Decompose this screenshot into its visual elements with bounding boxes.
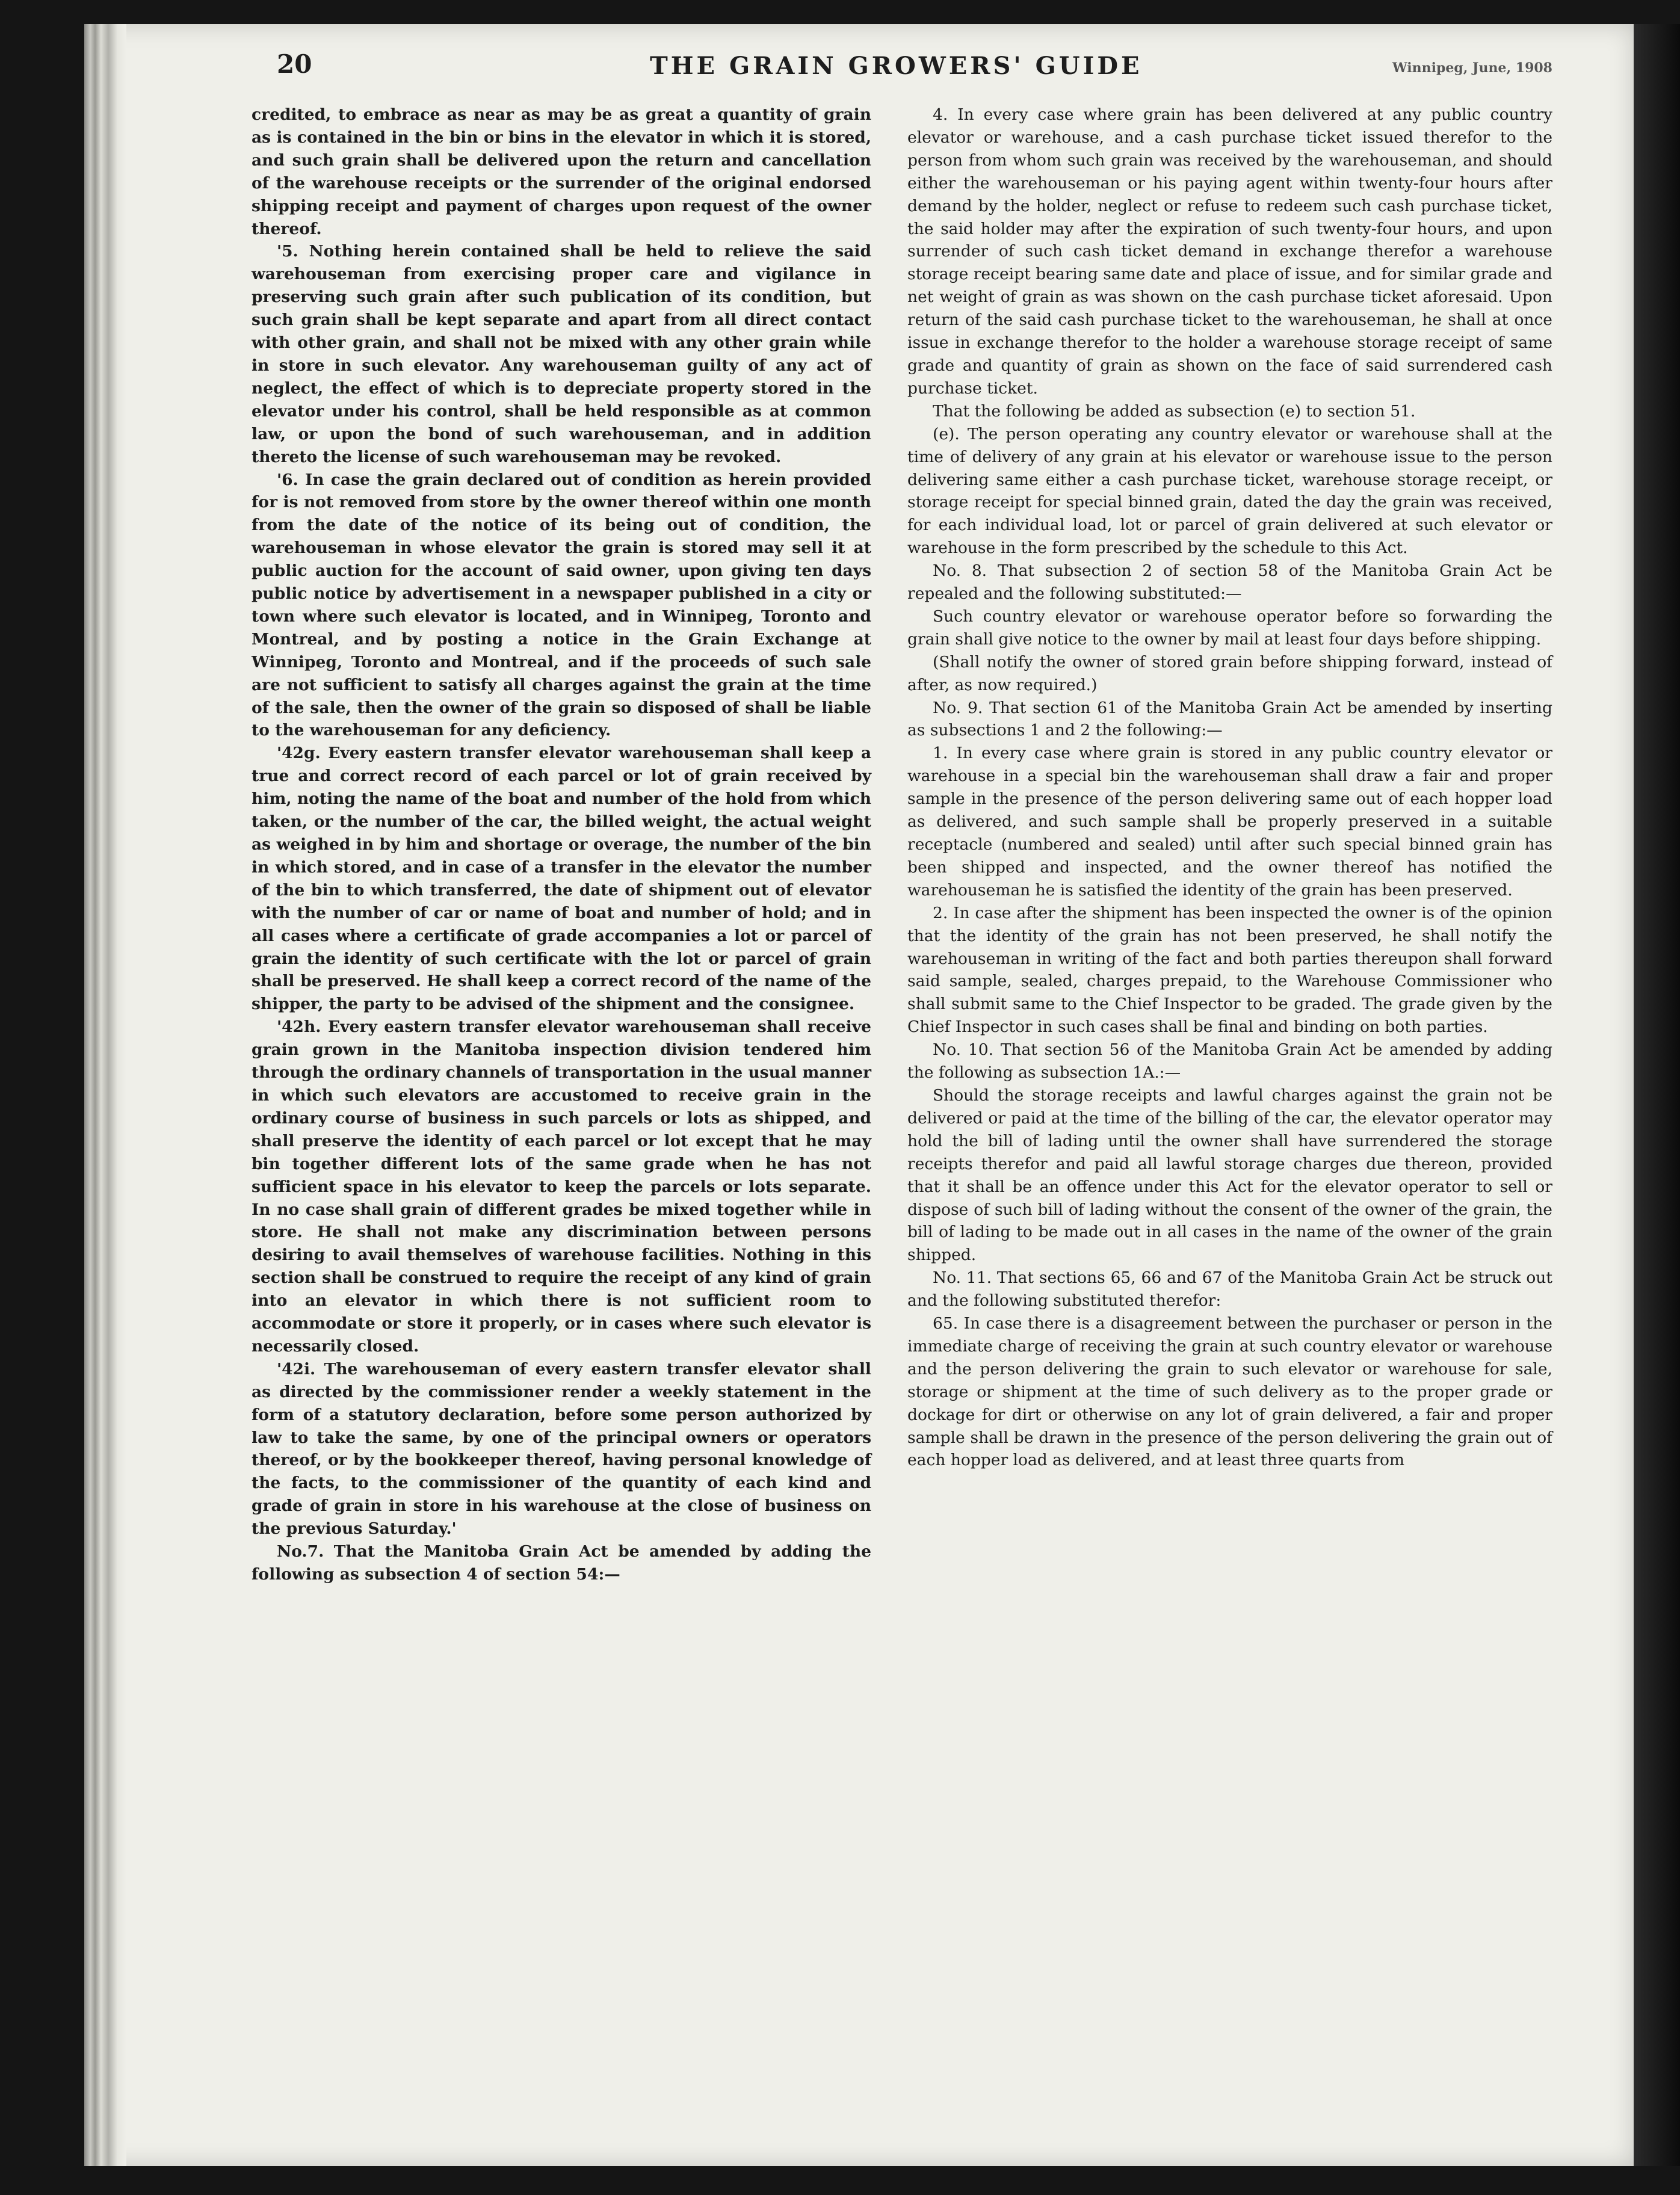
page-right-shadow <box>1634 24 1680 2166</box>
page-header <box>277 49 1552 91</box>
paragraph: '42h. Every eastern transfer elevator warehouseman shall receive grain grown in the Manitoba inspection division tendered him through the ordinary channels of transportation in the usual manner in which such elevators are accustomed to receive grain in the ordinary course of business in such parcels or lots as shipped, and shall preserve the identity of each parcel or lot except that he may bin together different lots of the same grade when he has not sufficient space in his elevator to keep the parcels or lots separate. In no case shall grain of different grades be mixed together while in store. He shall not make any discrimination between persons desiring to avail themselves of warehouse facilities. Nothing in this section shall be construed to require the receipt of any kind of grain into an elevator in which there is not sufficient room to accommodate or store it properly, or in cases where such elevator is necessarily closed. <box>252 1017 871 1356</box>
paragraph: No. 10. That section 56 of the Manitoba Grain Act be amended by adding the following as subsection 1A.:— <box>907 1040 1552 1082</box>
paragraph: That the following be added as subsection (e) to section 51. <box>933 401 1416 421</box>
paragraph: '42i. The warehouseman of every eastern transfer elevator shall as directed by the commissioner render a weekly statement in the form of a statutory declaration, before some person authorized by law to take the same, by one of the principal owners or operators thereof, or by the bookkeeper thereof, having personal knowledge of the facts, to the commissioner of the quantity of each kind and grade of grain in store in his warehouse at the close of business on the previous Saturday.' <box>252 1359 871 1539</box>
page-number: 20 <box>277 49 312 79</box>
paragraph: '5. Nothing herein contained shall be held to relieve the said warehouseman from exercising proper care and vigilance in preserving such grain after such publication of its condition, but such grain shall be kept separate and apart from all direct contact with other grain, and shall not be mixed with any other grain while in store in such elevator. Any warehouseman guilty of any act of neglect, the effect of which is to depreciate property stored in the elevator under his control, shall be held responsible as at common law, or upon the bond of such warehouseman, and in addition thereto the license of such warehouseman may be revoked. <box>252 242 871 466</box>
paragraph: Such country elevator or warehouse operator before so forwarding the grain shall give notice to the owner by mail at least four days before shipping. <box>907 607 1552 649</box>
paragraph: No.7. That the Manitoba Grain Act be amended by adding the following as subsection 4 of section 54:— <box>252 1542 871 1584</box>
paragraph: credited, to embrace as near as may be as great a quantity of grain as is contained in the bin or bins in the elevator in which it is stored, and such grain shall be delivered upon the return and cancellation of the warehouse receipts or the surrender of the original endorsed shipping receipt and payment of charges upon request of the owner thereof. <box>252 105 871 238</box>
paragraph: 2. In case after the shipment has been inspected the owner is of the opinion that the identity of the grain has not been preserved, he shall notify the warehouseman in writing of the fact and both parties thereupon shall forward said sample, sealed, charges prepaid, to the Warehouse Commissioner who shall submit same to the Chief Inspector to be graded. The grade given by the Chief Inspector in such cases shall be final and binding on both parties. <box>907 903 1552 1037</box>
page-binding-edge <box>84 24 126 2166</box>
paragraph: (Shall notify the owner of stored grain before shipping forward, instead of after, as now required.) <box>907 652 1552 694</box>
paragraph: 4. In every case where grain has been delivered at any public country elevator or warehouse, and a cash purchase ticket issued therefor to the person from whom such grain was received by the warehouseman, and should either the warehouseman or his paying agent within twenty-four hours after demand by the holder, neglect or refuse to redeem such cash purchase ticket, the said holder may after the expiration of such twenty-four hours, and upon surrender of such cash ticket demand in exchange therefor a warehouse storage receipt bearing same date and place of issue, and for similar grade and net weight of grain as was shown on the cash purchase ticket aforesaid. Upon return of the said cash purchase ticket to the warehouseman, he shall at once issue in exchange therefor to the holder a warehouse storage receipt of same grade and quantity of grain as shown on the face of said surrendered cash purchase ticket. <box>907 105 1552 398</box>
paragraph: Should the storage receipts and lawful charges against the grain not be delivered or paid at the time of the billing of the car, the elevator operator may hold the bill of lading until the owner shall have surrendered the storage receipts therefor and paid all lawful storage charges due thereon, provided that it shall be an offence under this Act for the elevator operator to sell or dispose of such bill of lading without the consent of the owner of the grain, the bill of lading to be made out in all cases in the name of the owner of the grain shipped. <box>907 1085 1552 1265</box>
issue-date: Winnipeg, June, 1908 <box>1392 60 1552 76</box>
paragraph: No. 8. That subsection 2 of section 58 of the Manitoba Grain Act be repealed and the following substituted:— <box>907 561 1552 604</box>
paragraph: 1. In every case where grain is stored in any public country elevator or warehouse in a special bin the warehouseman shall draw a fair and proper sample in the presence of the person delivering same out of each hopper load as delivered, and such sample shall be properly preserved in a suitable receptacle (numbered and sealed) until after such special binned grain has been shipped and inspected, and the owner thereof has notified the warehouseman he is satisfied the identity of the grain has been preserved. <box>907 744 1552 900</box>
paragraph: No. 11. That sections 65, 66 and 67 of the Manitoba Grain Act be struck out and the following substituted therefor: <box>907 1268 1552 1311</box>
paragraph: 65. In case there is a disagreement between the purchaser or person in the immediate charge of receiving the grain at such country elevator or warehouse and the person delivering the grain to such elevator or warehouse for sale, storage or shipment at the time of such delivery as to the proper grade or dockage for dirt or otherwise on any lot of grain delivered, a fair and proper sample shall be drawn in the presence of the person delivering the grain out of each hopper load as delivered, and at least three quarts from <box>907 1314 1552 1470</box>
paragraph: (e). The person operating any country elevator or warehouse shall at the time of delivery of any grain at his elevator or warehouse issue to the person delivering same either a cash purchase ticket, warehouse storage receipt, or storage receipt for special binned grain, dated the day the grain was received, for each individual load, lot or parcel of grain delivered at such elevator or warehouse in the form prescribed by the schedule to this Act. <box>907 424 1552 558</box>
right-text-column <box>907 103 1552 1472</box>
left-text-column <box>252 103 871 1586</box>
paragraph: No. 9. That section 61 of the Manitoba Grain Act be amended by inserting as subsections 1 and 2 the following:— <box>907 698 1552 740</box>
paragraph: '42g. Every eastern transfer elevator warehouseman shall keep a true and correct record of each parcel or lot of grain received by him, noting the name of the boat and number of the hold from which taken, or the number of the car, the billed weight, the actual weight as weighed in by him and shortage or overage, the number of the bin in which stored, and in case of a transfer in the elevator the number of the bin to which transferred, the date of shipment out of elevator with the number of car or name of boat and number of hold; and in all cases where a certificate of grade accompanies a lot or parcel of grain the identity of such certificate with the lot or parcel of grain shall be preserved. He shall keep a correct record of the name of the shipper, the party to be advised of the shipment and the consignee. <box>252 744 871 1014</box>
journal-title: THE GRAIN GROWERS' GUIDE <box>650 52 1143 80</box>
paragraph: '6. In case the grain declared out of condition as herein provided for is not removed from store by the owner thereof within one month from the date of the notice of its being out of condition, the warehouseman in whose elevator the grain is stored may sell it at public auction for the account of said owner, upon giving ten days public notice by advertisement in a newspaper published in a city or town where such elevator is located, and in Winnipeg, Toronto and Montreal, and by posting a notice in the Grain Exchange at Winnipeg, Toronto and Montreal, and if the proceeds of such sale are not sufficient to satisfy all charges against the grain at the time of the sale, then the owner of the grain so disposed of shall be liable to the warehouseman for any deficiency. <box>252 470 871 740</box>
